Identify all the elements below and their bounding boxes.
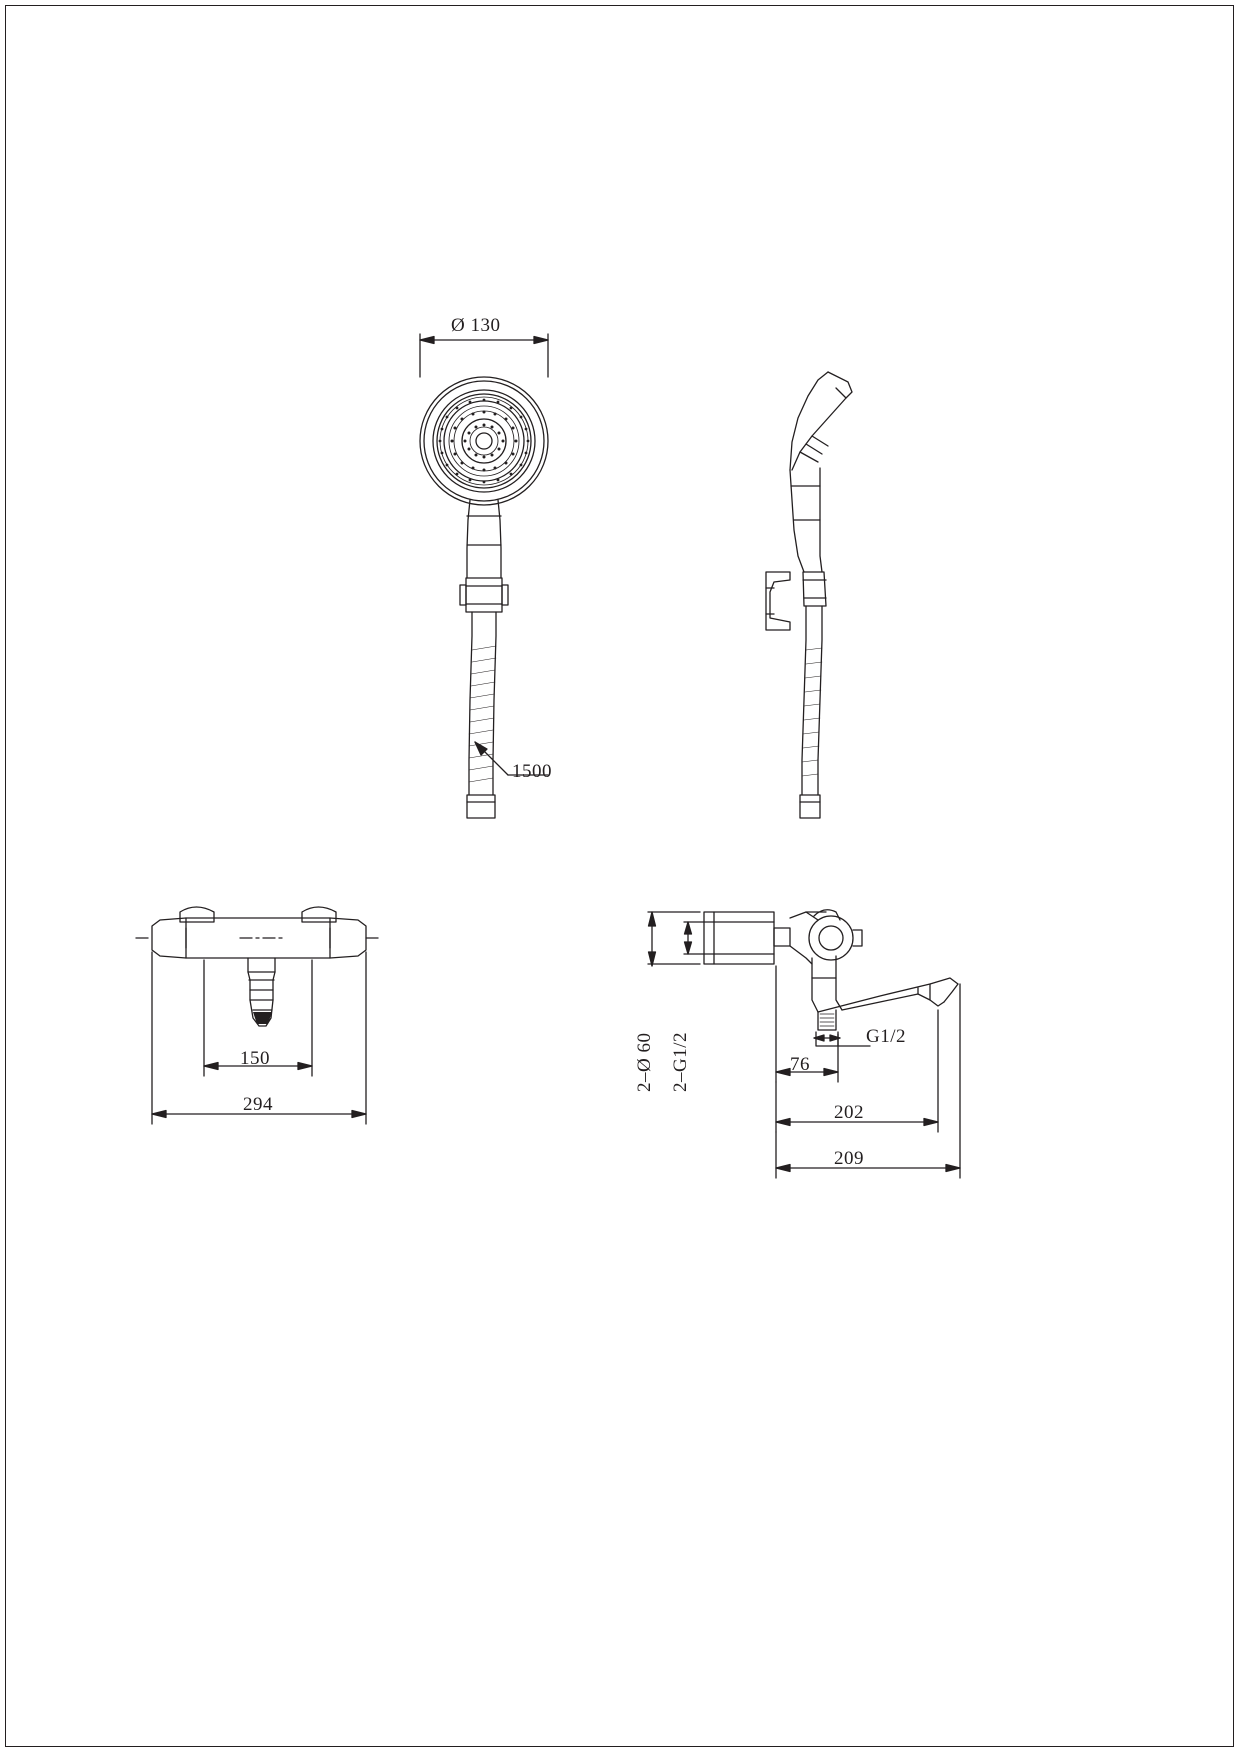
label-spout-offset: 76 (790, 1054, 810, 1075)
dim-inlet-diameter (648, 912, 700, 966)
mixer-side-view (648, 910, 960, 1178)
label-inlet-thread: 2–G1/2 (670, 1032, 691, 1092)
label-depth-209: 209 (834, 1148, 864, 1169)
dim-inlet-thread (684, 922, 704, 954)
label-outlet-thread: G1/2 (866, 1026, 906, 1047)
hand-shower-front-view (420, 334, 548, 818)
hand-shower-side-view (766, 372, 852, 818)
label-mixer-center-distance: 150 (240, 1048, 270, 1069)
dim-outlet-thread (814, 1032, 870, 1046)
mixer-front-view (136, 907, 382, 1124)
label-hose-length: 1500 (512, 761, 552, 782)
dim-shower-head-diameter (420, 334, 548, 377)
label-depth-202: 202 (834, 1102, 864, 1123)
dim-depth-209 (776, 984, 960, 1178)
label-shower-head-diameter: Ø 130 (451, 315, 501, 336)
label-mixer-total-width: 294 (243, 1094, 273, 1115)
label-inlet-diameter: 2–Ø 60 (634, 1032, 655, 1092)
